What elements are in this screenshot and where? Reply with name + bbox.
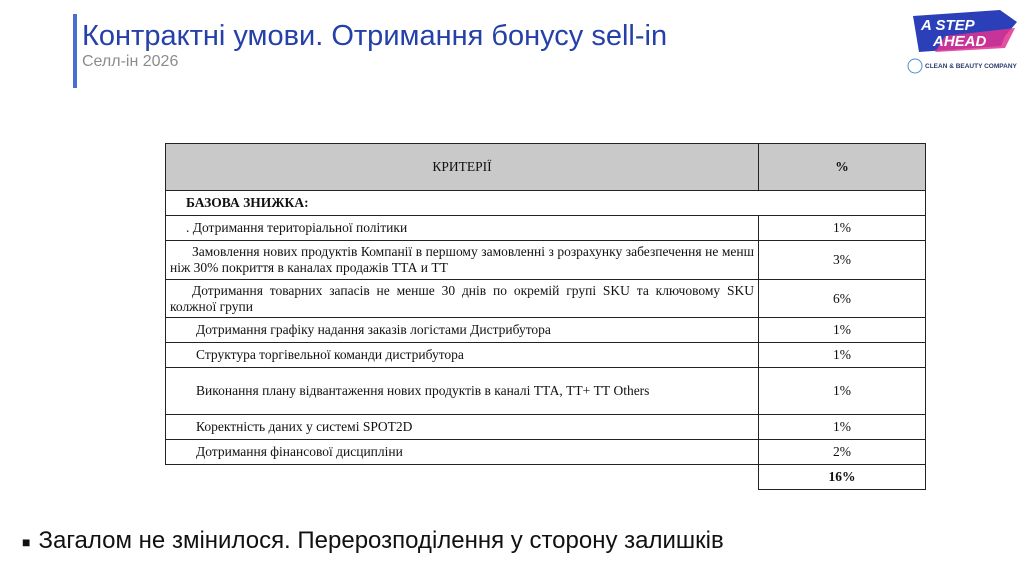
row-label: Дотримання товарних запасів не менше 30 днів по окремій групі SKU та ключовому SKU колжної групи: [166, 280, 759, 318]
row-value: 3%: [759, 241, 926, 280]
row-value: 2%: [759, 440, 926, 465]
row-value: 1%: [759, 216, 926, 241]
header-criteria: КРИТЕРІЇ: [166, 144, 759, 191]
row-value: 6%: [759, 280, 926, 318]
row-value: 1%: [759, 415, 926, 440]
section-row: [166, 191, 926, 216]
table-row: [166, 241, 926, 280]
summary-bullet: [22, 527, 724, 555]
criteria-table: [165, 143, 926, 490]
row-label: Структура торгівельної команди дистрибутора: [166, 343, 759, 368]
total-value: 16%: [759, 465, 926, 490]
row-label: Дотримання графіку надання заказів логістами Дистрибутора: [166, 318, 759, 343]
page-title: Контрактні умови. Отримання бонусу sell-in: [82, 20, 668, 52]
company-logo: [905, 6, 1021, 76]
table-row: [166, 415, 926, 440]
table-row: [166, 216, 926, 241]
svg-text:A STEP: A STEP: [921, 17, 975, 34]
row-value: 1%: [759, 368, 926, 415]
row-label: Виконання плану відвантаження нових продуктів в каналі ТТА, ТТ+ ТТ Others: [166, 368, 759, 415]
row-value: 1%: [759, 318, 926, 343]
section-label: БАЗОВА ЗНИЖКА:: [166, 191, 926, 216]
svg-text:CLEAN & BEAUTY COMPANY: CLEAN & BEAUTY COMPANY: [925, 63, 1017, 70]
row-label: . Дотримання територіальної політики: [166, 216, 759, 241]
table-row: [166, 343, 926, 368]
row-label: Коректність даних у системі SPOT2D: [166, 415, 759, 440]
svg-text:AHEAD: AHEAD: [933, 33, 987, 50]
square-bullet-icon: ■: [22, 533, 31, 550]
page-subtitle: Селл-ін 2026: [82, 53, 179, 70]
row-label: Замовлення нових продуктів Компанії в першому замовленні з розрахунку забезпечення не менш ніж 30% покриття в каналах продажів ТТА и ТТ: [166, 241, 759, 280]
title-accent-bar: [73, 14, 77, 88]
row-value: 1%: [759, 343, 926, 368]
table-header: [166, 144, 926, 191]
table-row: [166, 318, 926, 343]
header-percent: %: [759, 144, 926, 191]
total-row: [166, 465, 926, 490]
table-row: [166, 368, 926, 415]
row-label: Дотримання фінансової дисципліни: [166, 440, 759, 465]
table-row: [166, 280, 926, 318]
table-row: [166, 440, 926, 465]
summary-text: Загалом не змінилося. Перерозподілення у сторону залишків: [38, 527, 724, 554]
